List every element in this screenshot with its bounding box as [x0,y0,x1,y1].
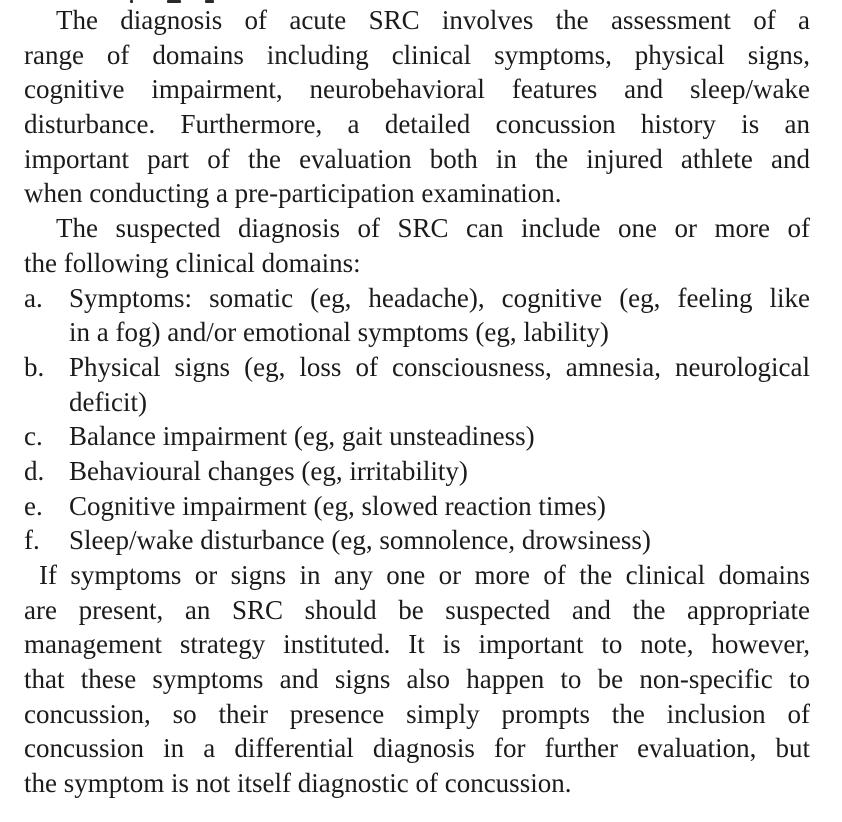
list-marker: b. [24,351,45,382]
list-item [24,523,810,558]
text-line-content: The suspected diagnosis of SRC can include one or more of [56,213,810,244]
list-marker: a. [24,282,43,313]
text-line-content: cognitive impairment, neurobehavioral features and sleep/wake [24,74,810,105]
text-line [24,107,810,142]
list-item [24,454,810,489]
text-column [24,3,810,801]
text-line [24,523,810,558]
paragraph [24,3,810,211]
text-line-content: the following clinical domains: [24,247,361,278]
text-line-content: disturbance. Furthermore, a detailed concussion history is an [24,109,810,140]
text-line-content: in a fog) and/or emotional symptoms (eg, lability) [69,317,609,348]
text-line-content: the symptom is not itself diagnostic of concussion. [24,768,572,799]
text-line [24,662,810,697]
list-marker: c. [24,421,43,452]
text-line [24,731,810,766]
text-line [24,489,810,524]
text-line [24,246,810,281]
text-line-content: Behavioural changes (eg, irritability) [69,455,468,486]
paragraph [24,558,810,801]
text-line [24,593,810,628]
text-line-content: range of domains including clinical symptoms, physical signs, [24,39,810,70]
text-line-content: Symptoms: somatic (eg, headache), cognitive (eg, feeling like [69,282,810,313]
list-item [24,489,810,524]
text-line-content: concussion in a differential diagnosis for further evaluation, but [24,733,810,764]
text-line [24,454,810,489]
list-marker: f. [24,525,40,556]
text-line-content: Cognitive impairment (eg, slowed reaction times) [69,490,606,521]
text-line [24,3,810,38]
list-item [24,281,810,350]
text-line [24,385,810,420]
text-line [24,558,810,593]
text-line [24,766,810,801]
list-marker: d. [24,455,45,486]
list-item [24,419,810,454]
text-line [24,281,810,316]
text-line-content: when conducting a pre-participation examination. [24,178,562,209]
scan-artifact [130,0,133,3]
list-item [24,350,810,419]
text-line [24,176,810,211]
text-line-content: important part of the evaluation both in the injured athlete and [24,143,810,174]
text-line [24,697,810,732]
scan-artifact [167,0,181,3]
text-line-content: deficit) [69,386,147,417]
text-line-content: If symptoms or signs in any one or more of the clinical domains [39,560,810,590]
list-marker: e. [24,490,43,521]
text-line-content: that these symptoms and signs also happen to be non-specific to [24,664,810,695]
text-line [24,350,810,385]
text-line-content: are present, an SRC should be suspected and the appropriate [24,594,810,625]
text-line [24,38,810,73]
text-line-content: concussion, so their presence simply prompts the inclusion of [24,698,810,729]
text-line [24,419,810,454]
text-line [24,315,810,350]
text-line [24,627,810,662]
text-line-content: Balance impairment (eg, gait unsteadiness) [69,421,535,452]
scan-artifact [205,0,214,3]
text-line [24,211,810,246]
text-line [24,142,810,177]
text-line-content: Sleep/wake disturbance (eg, somnolence, drowsiness) [69,525,651,556]
text-line [24,72,810,107]
paragraph [24,211,810,280]
text-line-content: Physical signs (eg, loss of consciousness, amnesia, neurological [69,351,810,382]
text-line-content: The diagnosis of acute SRC involves the assessment of a [56,5,810,35]
text-line-content: management strategy instituted. It is important to note, however, [24,629,810,660]
